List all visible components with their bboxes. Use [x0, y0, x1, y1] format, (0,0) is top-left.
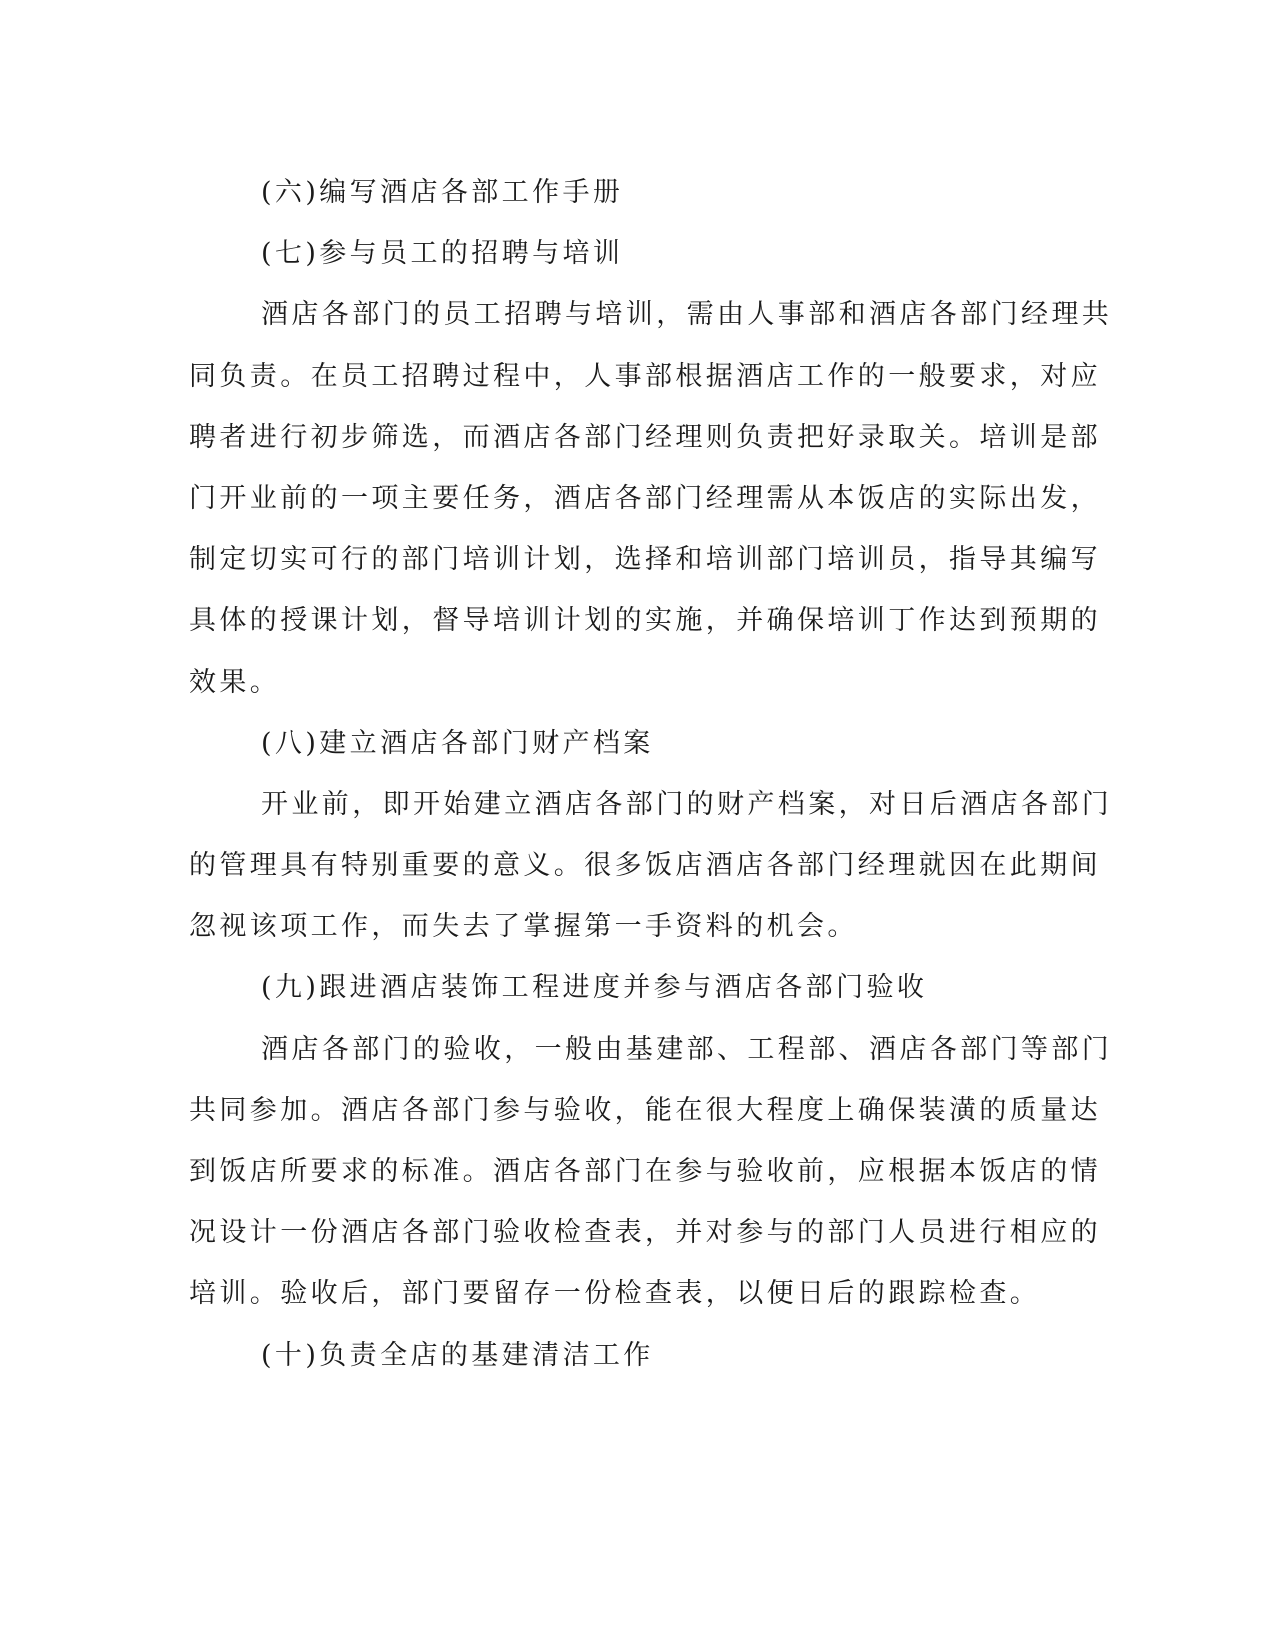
heading-section-6: (六)编写酒店各部工作手册	[261, 177, 624, 208]
paragraph-line: 门开业前的一项主要任务，酒店各部门经理需从本饭店的实际出发，	[189, 482, 1101, 514]
paragraph-line: 聘者进行初步筛选，而酒店各部门经理则负责把好录取关。培训是部	[189, 421, 1101, 453]
document-body	[189, 162, 1113, 1386]
heading-section-10: (十)负责全店的基建清洁工作	[261, 1339, 654, 1371]
heading-section-7: (七)参与员工的招聘与培训	[261, 238, 624, 270]
paragraph-line: 到饭店所要求的标准。酒店各部门在参与验收前，应根据本饭店的情	[189, 1156, 1101, 1187]
paragraph-line: 况设计一份酒店各部门验收检查表，并对参与的部门人员进行相应的	[189, 1217, 1101, 1249]
paragraph-line: 同负责。在员工招聘过程中，人事部根据酒店工作的一般要求，对应	[189, 360, 1101, 392]
paragraph-line: 具体的授课计划，督导培训计划的实施，并确保培训丁作达到预期的	[189, 605, 1101, 637]
paragraph-line: 培训。验收后，部门要留存一份检查表，以便日后的跟踪检查。	[189, 1278, 1041, 1310]
paragraph-line: 制定切实可行的部门培训计划，选择和培训部门培训员，指导其编写	[189, 544, 1101, 576]
heading-section-9: (九)跟进酒店装饰工程进度并参与酒店各部门验收	[261, 972, 928, 1004]
paragraph-line: 开业前，即开始建立酒店各部门的财产档案，对日后酒店各部门	[261, 788, 1113, 820]
paragraph-line: 酒店各部门的员工招聘与培训，需由人事部和酒店各部门经理共	[261, 299, 1113, 331]
paragraph-line: 酒店各部门的验收，一般由基建部、工程部、酒店各部门等部门	[261, 1033, 1113, 1065]
heading-section-8: (八)建立酒店各部门财产档案	[261, 727, 654, 759]
paragraph-line: 共同参加。酒店各部门参与验收，能在很大程度上确保装潢的质量达	[189, 1094, 1101, 1126]
paragraph-line: 的管理具有特别重要的意义。很多饭店酒店各部门经理就因在此期间	[189, 850, 1101, 882]
paragraph-line: 效果。	[189, 666, 281, 698]
paragraph-line: 忽视该项工作，而失去了掌握第一手资料的机会。	[189, 911, 858, 943]
